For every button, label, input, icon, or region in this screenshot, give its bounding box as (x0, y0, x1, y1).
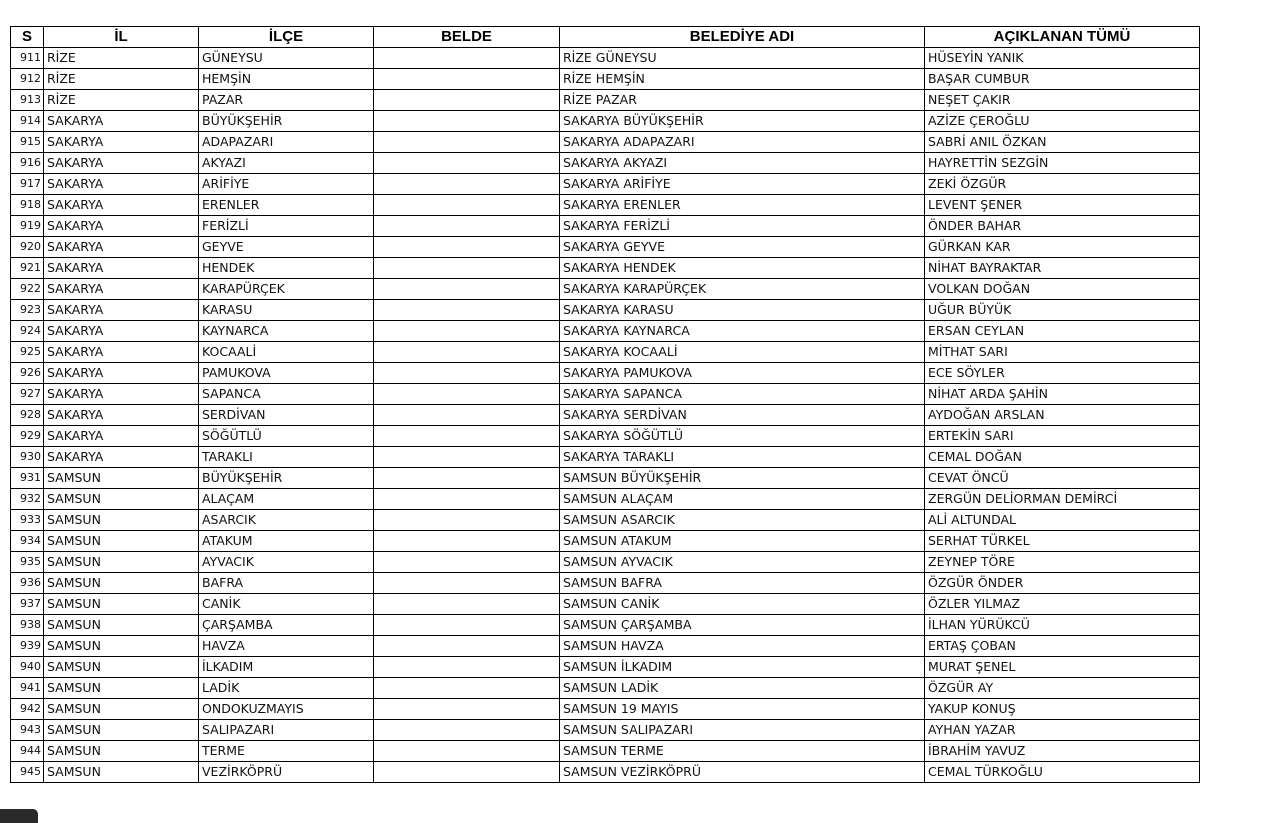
table-row (11, 510, 1200, 531)
table-row (11, 405, 1200, 426)
cell-s: 919 (11, 216, 44, 237)
cell-s: 920 (11, 237, 44, 258)
cell-aciklanan-tumu: NEŞET ÇAKIR (925, 90, 1200, 111)
header-belde: BELDE (374, 27, 560, 48)
cell-belediye-adi: SAKARYA AKYAZI (560, 153, 925, 174)
table-row (11, 762, 1200, 783)
table-row (11, 573, 1200, 594)
cell-aciklanan-tumu: BAŞAR CUMBUR (925, 69, 1200, 90)
cell-belediye-adi: RİZE HEMŞİN (560, 69, 925, 90)
cell-ilce: ALAÇAM (199, 489, 374, 510)
cell-belde (374, 468, 560, 489)
table-row (11, 342, 1200, 363)
cell-ilce: ADAPAZARI (199, 132, 374, 153)
cell-belde (374, 426, 560, 447)
cell-il: SAMSUN (44, 468, 199, 489)
cell-aciklanan-tumu: ERTEKİN SARI (925, 426, 1200, 447)
cell-belde (374, 90, 560, 111)
cell-belediye-adi: SAKARYA ADAPAZARI (560, 132, 925, 153)
cell-aciklanan-tumu: CEVAT ÖNCÜ (925, 468, 1200, 489)
header-aciklanan-tumu: AÇIKLANAN TÜMÜ (925, 27, 1200, 48)
cell-il: SAMSUN (44, 615, 199, 636)
cell-belde (374, 363, 560, 384)
cell-s: 912 (11, 69, 44, 90)
cell-s: 917 (11, 174, 44, 195)
cell-belde (374, 552, 560, 573)
cell-aciklanan-tumu: ECE SÖYLER (925, 363, 1200, 384)
cell-aciklanan-tumu: HÜSEYİN YANIK (925, 48, 1200, 69)
cell-s: 923 (11, 300, 44, 321)
cell-ilce: AKYAZI (199, 153, 374, 174)
cell-belediye-adi: SAMSUN LADİK (560, 678, 925, 699)
table-row (11, 615, 1200, 636)
cell-s: 911 (11, 48, 44, 69)
cell-belediye-adi: SAMSUN TERME (560, 741, 925, 762)
cell-belde (374, 678, 560, 699)
cell-ilce: ATAKUM (199, 531, 374, 552)
cell-belde (374, 594, 560, 615)
cell-belediye-adi: SAKARYA BÜYÜKŞEHİR (560, 111, 925, 132)
cell-ilce: SÖĞÜTLÜ (199, 426, 374, 447)
table-row (11, 594, 1200, 615)
cell-aciklanan-tumu: GÜRKAN KAR (925, 237, 1200, 258)
cell-s: 934 (11, 531, 44, 552)
cell-belde (374, 153, 560, 174)
cell-ilce: ONDOKUZMAYIS (199, 699, 374, 720)
cell-aciklanan-tumu: VOLKAN DOĞAN (925, 279, 1200, 300)
table-row (11, 678, 1200, 699)
cell-il: SAKARYA (44, 405, 199, 426)
table-row (11, 69, 1200, 90)
cell-belediye-adi: SAKARYA FERİZLİ (560, 216, 925, 237)
cell-ilce: ASARCIK (199, 510, 374, 531)
cell-belediye-adi: RİZE GÜNEYSU (560, 48, 925, 69)
cell-il: SAKARYA (44, 132, 199, 153)
cell-aciklanan-tumu: ERSAN CEYLAN (925, 321, 1200, 342)
cell-aciklanan-tumu: SERHAT TÜRKEL (925, 531, 1200, 552)
cell-s: 914 (11, 111, 44, 132)
cell-ilce: ERENLER (199, 195, 374, 216)
cell-ilce: BAFRA (199, 573, 374, 594)
cell-il: SAMSUN (44, 636, 199, 657)
cell-s: 924 (11, 321, 44, 342)
table-row (11, 90, 1200, 111)
cell-belde (374, 405, 560, 426)
cell-belediye-adi: SAKARYA SÖĞÜTLÜ (560, 426, 925, 447)
cell-aciklanan-tumu: ERTAŞ ÇOBAN (925, 636, 1200, 657)
cell-aciklanan-tumu: ZERGÜN DELİORMAN DEMİRCİ (925, 489, 1200, 510)
cell-belde (374, 657, 560, 678)
cell-s: 936 (11, 573, 44, 594)
cell-belediye-adi: SAMSUN ALAÇAM (560, 489, 925, 510)
cell-il: SAKARYA (44, 321, 199, 342)
cell-belediye-adi: SAMSUN BAFRA (560, 573, 925, 594)
results-table (10, 26, 1200, 783)
cell-belediye-adi: SAMSUN ÇARŞAMBA (560, 615, 925, 636)
table-row (11, 426, 1200, 447)
cell-il: SAKARYA (44, 111, 199, 132)
cell-belde (374, 342, 560, 363)
cell-aciklanan-tumu: ZEYNEP TÖRE (925, 552, 1200, 573)
table-row (11, 195, 1200, 216)
cell-s: 940 (11, 657, 44, 678)
cell-aciklanan-tumu: ÖZGÜR AY (925, 678, 1200, 699)
cell-il: SAKARYA (44, 384, 199, 405)
cell-belediye-adi: SAKARYA SERDİVAN (560, 405, 925, 426)
table-row (11, 636, 1200, 657)
cell-s: 944 (11, 741, 44, 762)
header-s: S (11, 27, 44, 48)
cell-il: SAMSUN (44, 741, 199, 762)
cell-ilce: AYVACIK (199, 552, 374, 573)
cell-il: SAKARYA (44, 342, 199, 363)
table-row (11, 447, 1200, 468)
table-row (11, 531, 1200, 552)
table-row (11, 174, 1200, 195)
cell-s: 916 (11, 153, 44, 174)
cell-belde (374, 573, 560, 594)
cell-il: SAMSUN (44, 531, 199, 552)
cell-aciklanan-tumu: SABRİ ANIL ÖZKAN (925, 132, 1200, 153)
cell-aciklanan-tumu: HAYRETTİN SEZGİN (925, 153, 1200, 174)
cell-il: SAKARYA (44, 426, 199, 447)
cell-aciklanan-tumu: NİHAT ARDA ŞAHİN (925, 384, 1200, 405)
cell-ilce: SERDİVAN (199, 405, 374, 426)
cell-ilce: GÜNEYSU (199, 48, 374, 69)
cell-belde (374, 699, 560, 720)
cell-ilce: ARİFİYE (199, 174, 374, 195)
cell-s: 939 (11, 636, 44, 657)
cell-belediye-adi: SAKARYA KARAPÜRÇEK (560, 279, 925, 300)
table-row (11, 300, 1200, 321)
table-row (11, 48, 1200, 69)
cell-ilce: TARAKLI (199, 447, 374, 468)
cell-il: SAKARYA (44, 363, 199, 384)
cell-belde (374, 321, 560, 342)
cell-ilce: TERME (199, 741, 374, 762)
cell-belediye-adi: SAKARYA KARASU (560, 300, 925, 321)
cell-belde (374, 447, 560, 468)
cell-il: SAKARYA (44, 237, 199, 258)
cell-belde (374, 111, 560, 132)
cell-ilce: HENDEK (199, 258, 374, 279)
cell-belediye-adi: SAKARYA TARAKLI (560, 447, 925, 468)
cell-aciklanan-tumu: CEMAL DOĞAN (925, 447, 1200, 468)
cell-ilce: HEMŞİN (199, 69, 374, 90)
cell-s: 942 (11, 699, 44, 720)
table-row (11, 258, 1200, 279)
cell-s: 926 (11, 363, 44, 384)
cell-ilce: GEYVE (199, 237, 374, 258)
cell-aciklanan-tumu: ZEKİ ÖZGÜR (925, 174, 1200, 195)
cell-belediye-adi: SAMSUN BÜYÜKŞEHİR (560, 468, 925, 489)
cell-belde (374, 195, 560, 216)
cell-belde (374, 48, 560, 69)
cell-aciklanan-tumu: NİHAT BAYRAKTAR (925, 258, 1200, 279)
cell-s: 932 (11, 489, 44, 510)
cell-belediye-adi: SAKARYA ARİFİYE (560, 174, 925, 195)
cell-il: RİZE (44, 90, 199, 111)
cell-s: 931 (11, 468, 44, 489)
cell-il: SAMSUN (44, 510, 199, 531)
cell-s: 915 (11, 132, 44, 153)
cell-belediye-adi: SAMSUN ASARCIK (560, 510, 925, 531)
cell-s: 925 (11, 342, 44, 363)
cell-il: RİZE (44, 69, 199, 90)
cell-ilce: ÇARŞAMBA (199, 615, 374, 636)
cell-belediye-adi: SAMSUN AYVACIK (560, 552, 925, 573)
cell-s: 913 (11, 90, 44, 111)
cell-s: 941 (11, 678, 44, 699)
cell-belediye-adi: SAKARYA GEYVE (560, 237, 925, 258)
header-ilce: İLÇE (199, 27, 374, 48)
cell-il: SAKARYA (44, 447, 199, 468)
table-row (11, 216, 1200, 237)
table-row (11, 321, 1200, 342)
cell-il: SAKARYA (44, 174, 199, 195)
cell-belediye-adi: SAKARYA ERENLER (560, 195, 925, 216)
cell-belde (374, 741, 560, 762)
cell-aciklanan-tumu: CEMAL TÜRKOĞLU (925, 762, 1200, 783)
cell-il: SAMSUN (44, 678, 199, 699)
cell-il: SAMSUN (44, 657, 199, 678)
cell-belediye-adi: SAMSUN HAVZA (560, 636, 925, 657)
header-belediye-adi: BELEDİYE ADI (560, 27, 925, 48)
cell-ilce: BÜYÜKŞEHİR (199, 111, 374, 132)
table-row (11, 552, 1200, 573)
table-row (11, 237, 1200, 258)
cell-belediye-adi: SAKARYA PAMUKOVA (560, 363, 925, 384)
cell-s: 945 (11, 762, 44, 783)
table-row (11, 153, 1200, 174)
cell-ilce: PAMUKOVA (199, 363, 374, 384)
cell-il: SAMSUN (44, 552, 199, 573)
cell-ilce: SAPANCA (199, 384, 374, 405)
cell-aciklanan-tumu: ALİ ALTUNDAL (925, 510, 1200, 531)
cell-aciklanan-tumu: YAKUP KONUŞ (925, 699, 1200, 720)
table-row (11, 111, 1200, 132)
cell-aciklanan-tumu: AZİZE ÇEROĞLU (925, 111, 1200, 132)
cell-belde (374, 258, 560, 279)
table-row (11, 384, 1200, 405)
cell-ilce: CANİK (199, 594, 374, 615)
cell-s: 943 (11, 720, 44, 741)
cell-aciklanan-tumu: ÖZLER YILMAZ (925, 594, 1200, 615)
cell-s: 937 (11, 594, 44, 615)
table-row (11, 363, 1200, 384)
cell-il: SAKARYA (44, 153, 199, 174)
cell-ilce: BÜYÜKŞEHİR (199, 468, 374, 489)
cell-belde (374, 279, 560, 300)
cell-ilce: KARAPÜRÇEK (199, 279, 374, 300)
cell-belde (374, 174, 560, 195)
cell-ilce: KOCAALİ (199, 342, 374, 363)
header-row (11, 27, 1200, 48)
cell-belediye-adi: SAMSUN VEZİRKÖPRÜ (560, 762, 925, 783)
cell-ilce: LADİK (199, 678, 374, 699)
cell-aciklanan-tumu: AYHAN YAZAR (925, 720, 1200, 741)
table-row (11, 657, 1200, 678)
cell-il: SAKARYA (44, 300, 199, 321)
cell-il: RİZE (44, 48, 199, 69)
cell-aciklanan-tumu: MİTHAT SARI (925, 342, 1200, 363)
cell-il: SAMSUN (44, 762, 199, 783)
cell-s: 918 (11, 195, 44, 216)
cell-belde (374, 636, 560, 657)
cell-il: SAMSUN (44, 489, 199, 510)
cell-ilce: KAYNARCA (199, 321, 374, 342)
cell-ilce: VEZİRKÖPRÜ (199, 762, 374, 783)
corner-badge (0, 809, 38, 823)
cell-ilce: İLKADIM (199, 657, 374, 678)
cell-il: SAKARYA (44, 195, 199, 216)
cell-s: 935 (11, 552, 44, 573)
cell-belde (374, 132, 560, 153)
cell-belde (374, 531, 560, 552)
table-row (11, 132, 1200, 153)
cell-il: SAMSUN (44, 594, 199, 615)
cell-s: 927 (11, 384, 44, 405)
cell-aciklanan-tumu: AYDOĞAN ARSLAN (925, 405, 1200, 426)
cell-belediye-adi: SAKARYA KOCAALİ (560, 342, 925, 363)
cell-belediye-adi: SAKARYA SAPANCA (560, 384, 925, 405)
cell-s: 929 (11, 426, 44, 447)
cell-s: 928 (11, 405, 44, 426)
cell-aciklanan-tumu: MURAT ŞENEL (925, 657, 1200, 678)
table-row (11, 489, 1200, 510)
table-row (11, 720, 1200, 741)
cell-belde (374, 216, 560, 237)
cell-belediye-adi: SAMSUN ATAKUM (560, 531, 925, 552)
cell-aciklanan-tumu: UĞUR BÜYÜK (925, 300, 1200, 321)
cell-aciklanan-tumu: İBRAHİM YAVUZ (925, 741, 1200, 762)
cell-ilce: PAZAR (199, 90, 374, 111)
cell-belde (374, 489, 560, 510)
cell-belediye-adi: RİZE PAZAR (560, 90, 925, 111)
cell-belde (374, 69, 560, 90)
cell-belde (374, 300, 560, 321)
table-row (11, 468, 1200, 489)
cell-belde (374, 510, 560, 531)
cell-ilce: SALIPAZARI (199, 720, 374, 741)
cell-belediye-adi: SAKARYA KAYNARCA (560, 321, 925, 342)
cell-il: SAKARYA (44, 279, 199, 300)
cell-belediye-adi: SAKARYA HENDEK (560, 258, 925, 279)
cell-il: SAMSUN (44, 573, 199, 594)
cell-aciklanan-tumu: ÖZGÜR ÖNDER (925, 573, 1200, 594)
cell-belde (374, 237, 560, 258)
cell-belediye-adi: SAMSUN 19 MAYIS (560, 699, 925, 720)
cell-ilce: KARASU (199, 300, 374, 321)
table-row (11, 699, 1200, 720)
cell-ilce: FERİZLİ (199, 216, 374, 237)
cell-belde (374, 762, 560, 783)
table-row (11, 279, 1200, 300)
cell-belediye-adi: SAMSUN SALIPAZARI (560, 720, 925, 741)
cell-aciklanan-tumu: ÖNDER BAHAR (925, 216, 1200, 237)
cell-belediye-adi: SAMSUN CANİK (560, 594, 925, 615)
cell-s: 933 (11, 510, 44, 531)
cell-belde (374, 720, 560, 741)
table-row (11, 741, 1200, 762)
cell-ilce: HAVZA (199, 636, 374, 657)
cell-s: 921 (11, 258, 44, 279)
cell-belde (374, 615, 560, 636)
cell-aciklanan-tumu: LEVENT ŞENER (925, 195, 1200, 216)
cell-il: SAMSUN (44, 720, 199, 741)
cell-belediye-adi: SAMSUN İLKADIM (560, 657, 925, 678)
cell-il: SAKARYA (44, 216, 199, 237)
cell-s: 930 (11, 447, 44, 468)
header-il: İL (44, 27, 199, 48)
cell-s: 938 (11, 615, 44, 636)
cell-belde (374, 384, 560, 405)
cell-s: 922 (11, 279, 44, 300)
cell-il: SAMSUN (44, 699, 199, 720)
cell-il: SAKARYA (44, 258, 199, 279)
cell-aciklanan-tumu: İLHAN YÜRÜKCÜ (925, 615, 1200, 636)
